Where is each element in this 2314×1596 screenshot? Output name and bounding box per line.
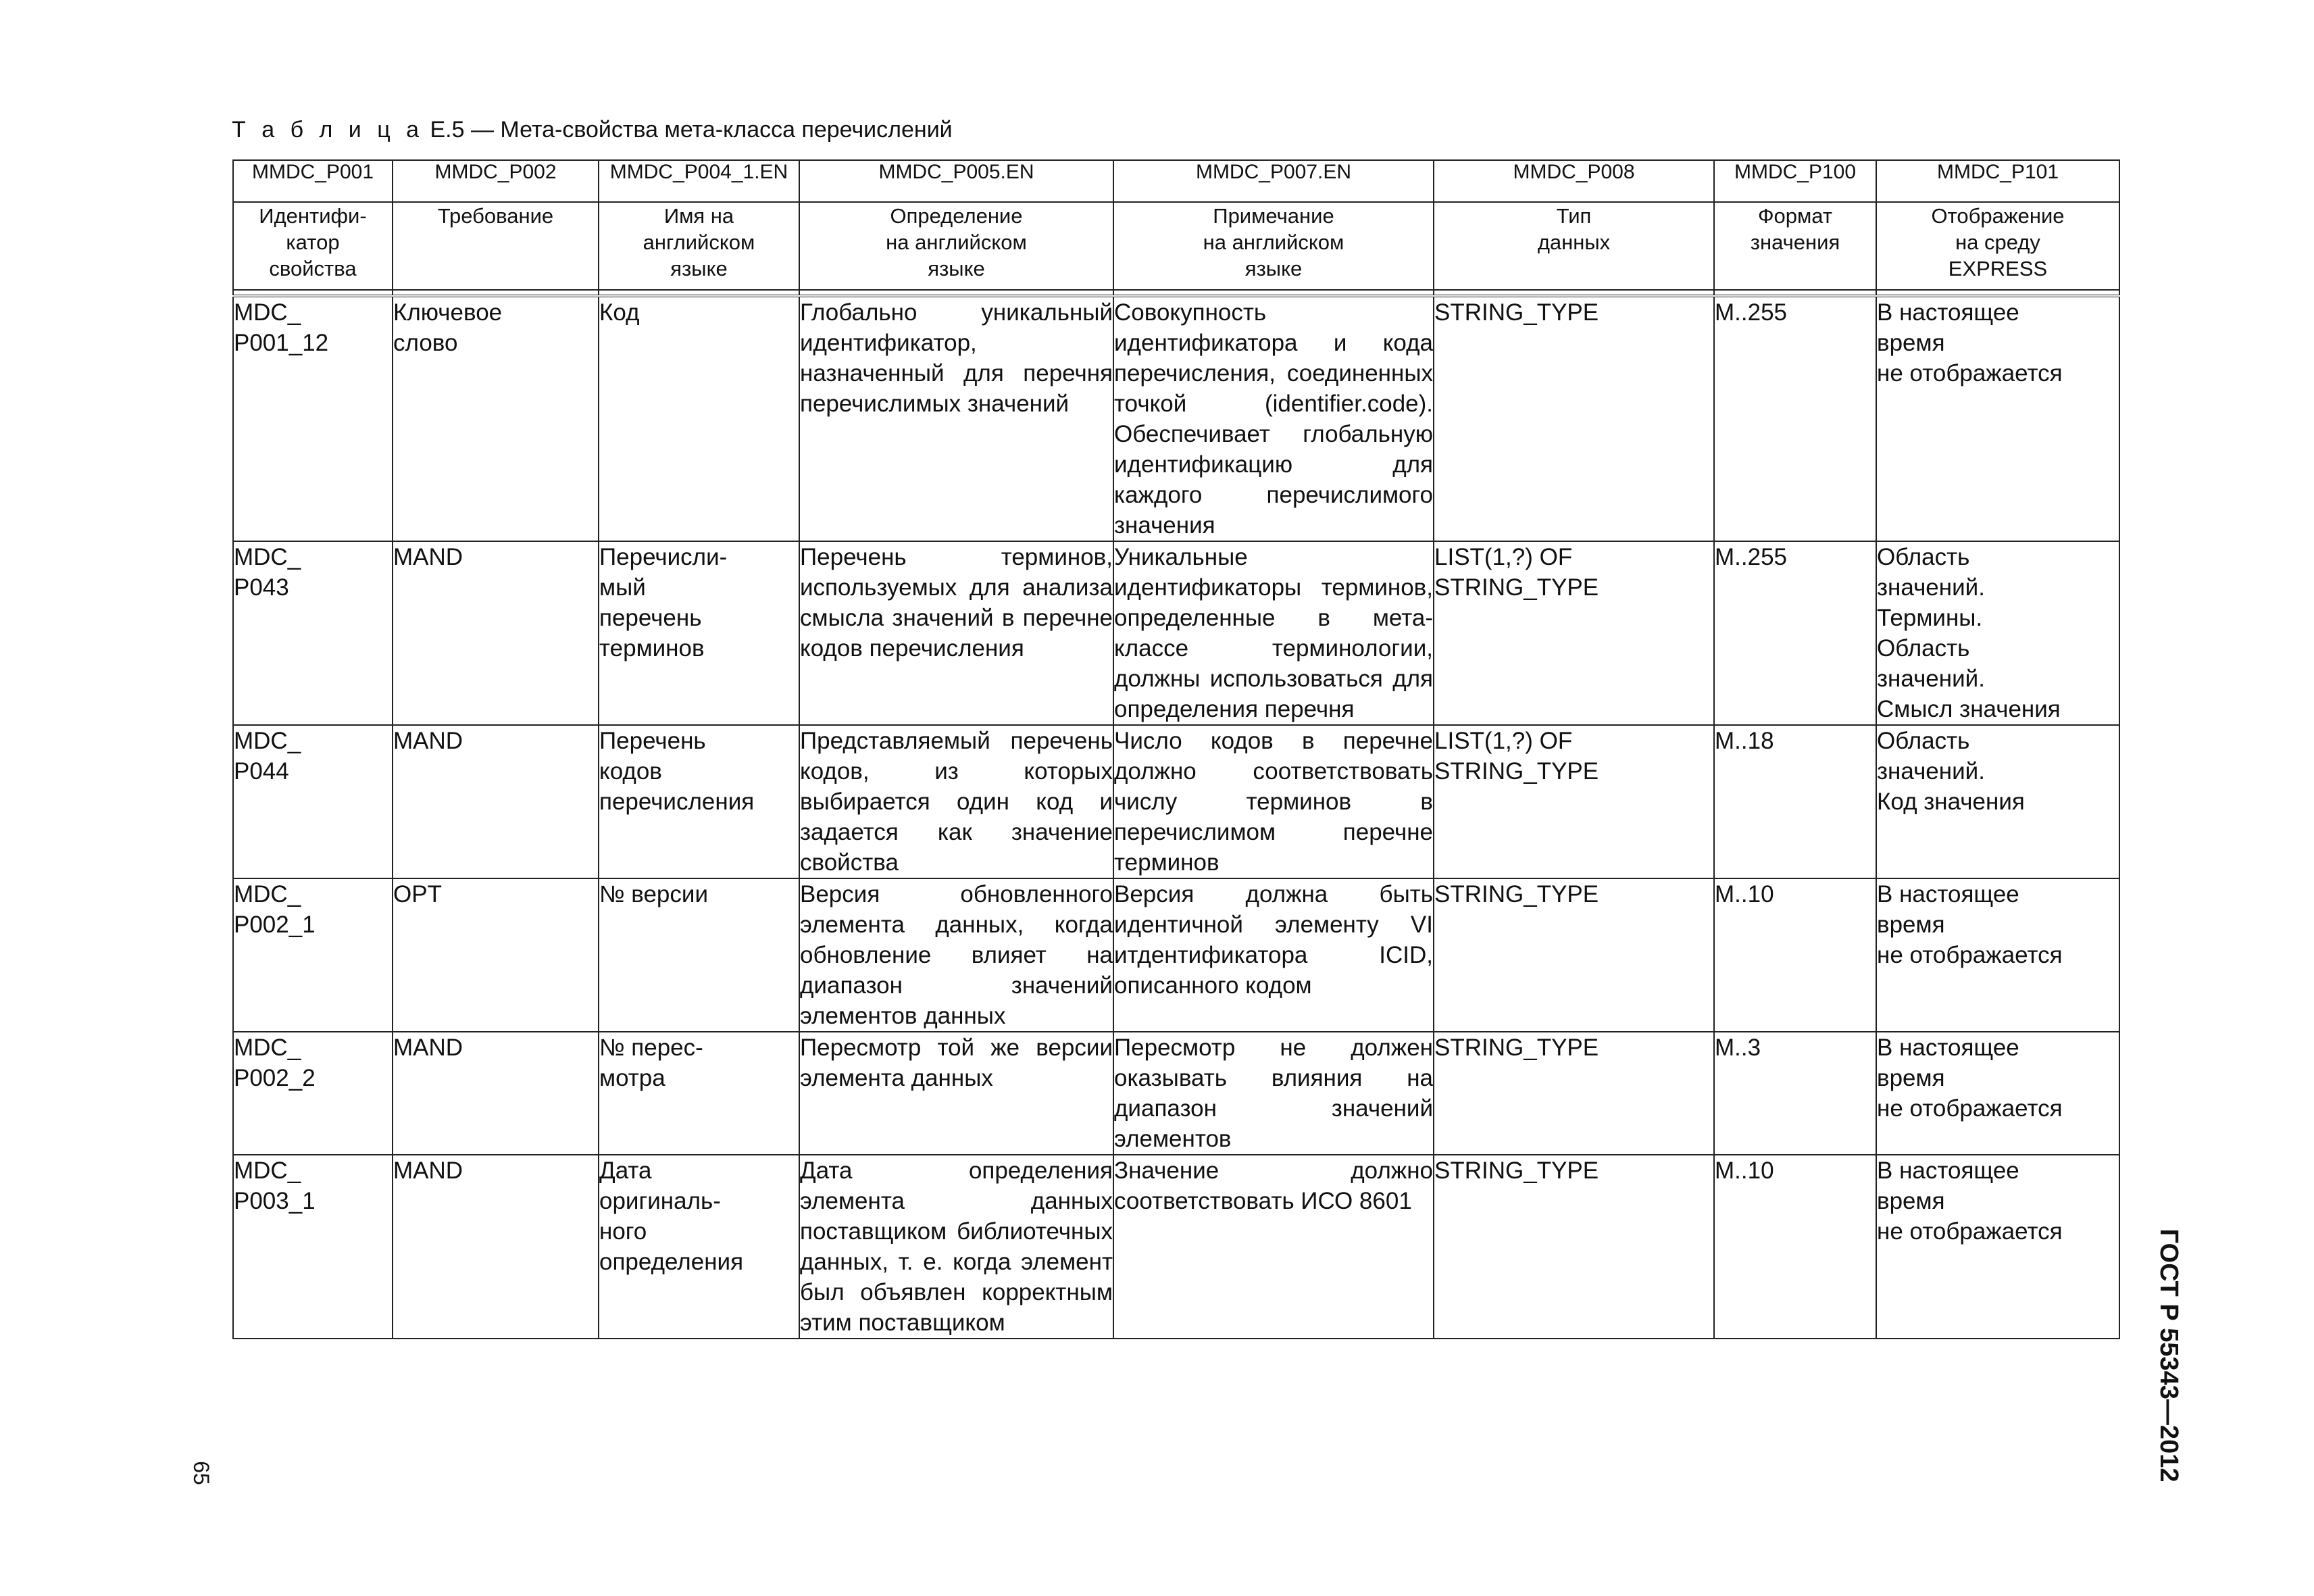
- table-caption-prefix: Т а б л и ц а: [232, 117, 424, 143]
- table-row: [233, 296, 2119, 541]
- cell-name: Дата оригиналь- ного определения: [599, 1157, 744, 1275]
- header-label-row: [233, 202, 2119, 290]
- column-label-name: Имя на английском языке: [599, 202, 799, 290]
- column-code-p101: MMDC_P101: [1876, 160, 2119, 202]
- column-code-p001: MMDC_P001: [233, 160, 393, 202]
- cell-format: M..255: [1715, 299, 1787, 326]
- cell-note: Число кодов в перечне должно соответствовать числу терминов в перечислимом перечне терминов: [1114, 728, 1433, 876]
- cell-name: № версии: [599, 881, 709, 907]
- cell-definition: Представляемый перечень кодов, из которых выбирается один код и задается как значение свойства: [800, 728, 1113, 876]
- cell-note: Уникальные идентификаторы терминов, определенные в мета-классе терминологии, должны использоваться для определения перечня: [1114, 544, 1433, 722]
- cell-datatype: LIST(1,?) OF STRING_TYPE: [1434, 728, 1599, 784]
- table-row: [233, 725, 2119, 878]
- cell-format: M..255: [1715, 544, 1787, 570]
- column-code-p100: MMDC_P100: [1714, 160, 1876, 202]
- cell-identifier: MDC_ P001_12: [234, 299, 329, 356]
- cell-name: Перечисли- мый перечень терминов: [599, 544, 728, 662]
- cell-requirement: MAND: [393, 728, 463, 754]
- cell-datatype: LIST(1,?) OF STRING_TYPE: [1434, 544, 1599, 601]
- cell-datatype: STRING_TYPE: [1434, 299, 1599, 326]
- header-separator: [233, 290, 2119, 296]
- column-code-p004: MMDC_P004_1.EN: [599, 160, 799, 202]
- cell-format: M..10: [1715, 881, 1774, 907]
- column-code-p007: MMDC_P007.EN: [1113, 160, 1434, 202]
- table-row: [233, 1032, 2119, 1155]
- column-label-mapping: Отображение на среду EXPRESS: [1876, 202, 2119, 290]
- cell-identifier: MDC_ P002_1: [234, 881, 316, 938]
- cell-requirement: Ключевое слово: [393, 299, 503, 356]
- cell-identifier: MDC_ P044: [234, 728, 301, 784]
- column-label-definition: Определение на английском языке: [799, 202, 1113, 290]
- cell-identifier: MDC_ P043: [234, 544, 301, 601]
- cell-mapping: Область значений. Термины. Область значений. Смысл значения: [1877, 544, 2061, 722]
- column-code-p002: MMDC_P002: [393, 160, 599, 202]
- column-label-format: Формат значения: [1714, 202, 1876, 290]
- cell-mapping: В настоящее время не отображается: [1877, 881, 2063, 968]
- cell-name: № перес- мотра: [599, 1034, 703, 1091]
- column-code-p005: MMDC_P005.EN: [799, 160, 1113, 202]
- cell-mapping: В настоящее время не отображается: [1877, 1034, 2063, 1122]
- cell-datatype: STRING_TYPE: [1434, 881, 1599, 907]
- cell-format: M..3: [1715, 1034, 1761, 1061]
- header-code-row: [233, 160, 2119, 202]
- cell-mapping: Область значений. Код значения: [1877, 728, 2025, 815]
- cell-definition: Глобально уникальный идентификатор, назначенный для перечня перечислимых значений: [800, 299, 1113, 417]
- table-caption: [232, 116, 953, 143]
- cell-requirement: MAND: [393, 1157, 463, 1184]
- cell-definition: Перечень терминов, используемых для анализа смысла значений в перечне кодов перечисления: [800, 544, 1113, 662]
- cell-name: Перечень кодов перечисления: [599, 728, 755, 815]
- cell-note: Версия должна быть идентичной элементу VI итдентификатора ICID, описанного кодом: [1114, 881, 1433, 999]
- table-row: [233, 541, 2119, 725]
- cell-mapping: В настоящее время не отображается: [1877, 299, 2063, 386]
- cell-definition: Версия обновленного элемента данных, когда обновление влияет на диапазон значений элементов данных: [800, 881, 1113, 1029]
- cell-requirement: OPT: [393, 881, 442, 907]
- table-row: [233, 878, 2119, 1032]
- table-caption-title: Е.5 — Мета-свойства мета-класса перечислений: [424, 117, 953, 143]
- table-row: [233, 1155, 2119, 1339]
- cell-datatype: STRING_TYPE: [1434, 1157, 1599, 1184]
- cell-definition: Пересмотр той же версии элемента данных: [800, 1034, 1113, 1091]
- meta-properties-table: [232, 159, 2120, 1339]
- cell-identifier: MDC_ P002_2: [234, 1034, 316, 1091]
- cell-name: Код: [599, 299, 640, 326]
- standard-designation: ГОСТ Р 55343—2012: [2155, 1228, 2183, 1482]
- cell-datatype: STRING_TYPE: [1434, 1034, 1599, 1061]
- cell-format: M..18: [1715, 728, 1774, 754]
- column-label-datatype: Тип данных: [1434, 202, 1714, 290]
- cell-requirement: MAND: [393, 544, 463, 570]
- column-label-identifier: Идентифи- катор свойства: [233, 202, 393, 290]
- cell-note: Пересмотр не должен оказывать влияния на диапазон значений элементов: [1114, 1034, 1433, 1152]
- cell-definition: Дата определения элемента данных поставщиком библиотечных данных, т. е. когда элемент был объявлен корректным этим поставщиком: [800, 1157, 1113, 1336]
- cell-note: Значение должно соответствовать ИСО 8601: [1114, 1157, 1433, 1214]
- column-label-requirement: Требование: [393, 202, 599, 290]
- cell-identifier: MDC_ P003_1: [234, 1157, 316, 1214]
- column-code-p008: MMDC_P008: [1434, 160, 1714, 202]
- page-number: 65: [189, 1461, 213, 1485]
- cell-mapping: В настоящее время не отображается: [1877, 1157, 2063, 1245]
- cell-note: Совокупность идентификатора и кода перечисления, соединенных точкой (identifier.code). Обеспечивает глобальную идентификацию для каждого перечислимого значения: [1114, 299, 1433, 539]
- cell-format: M..10: [1715, 1157, 1774, 1184]
- column-label-note: Примечание на английском языке: [1113, 202, 1434, 290]
- cell-requirement: MAND: [393, 1034, 463, 1061]
